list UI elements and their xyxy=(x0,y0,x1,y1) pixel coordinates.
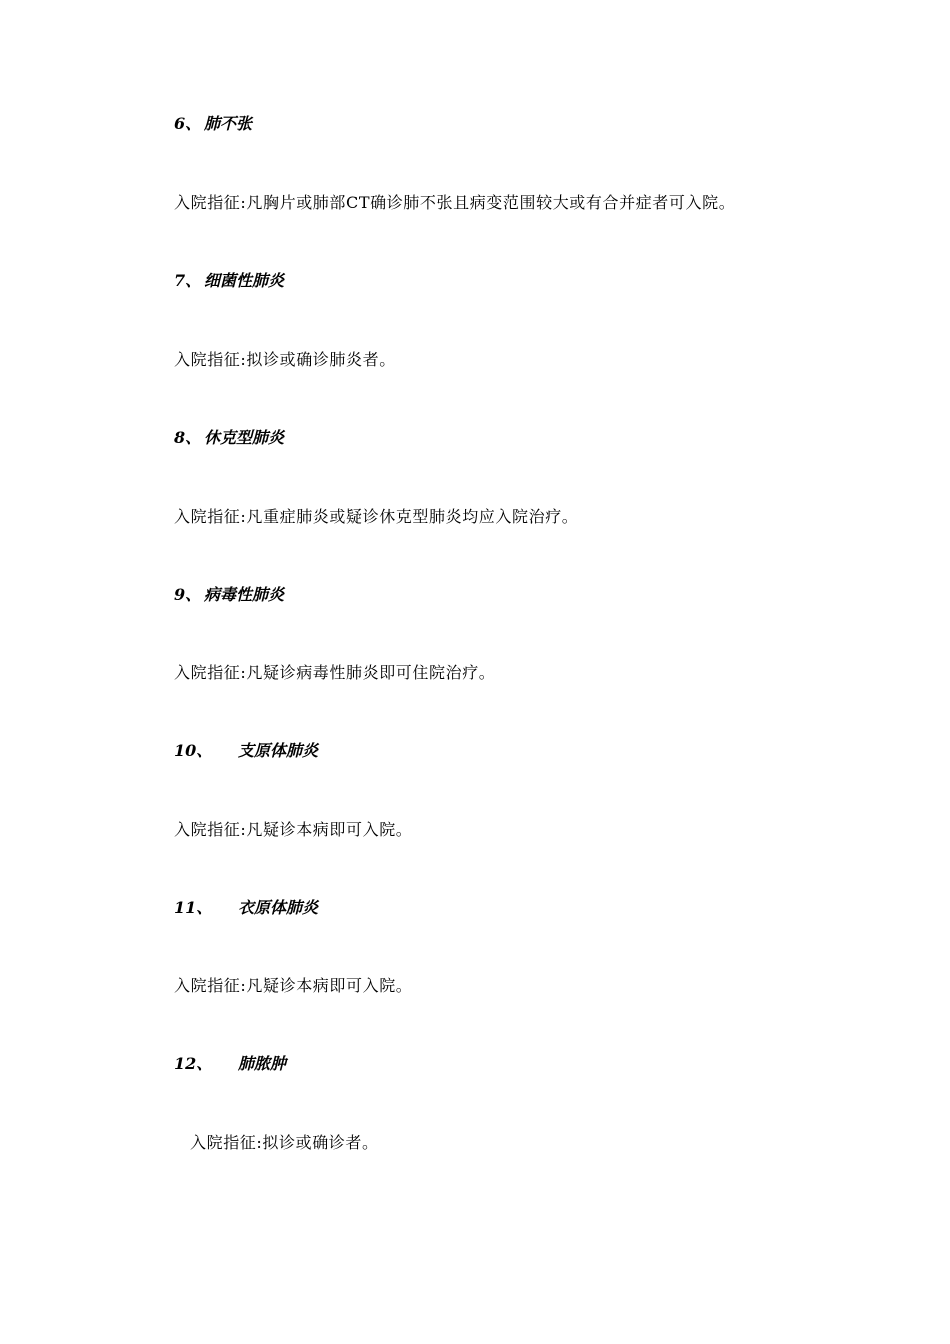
section-title: 休克型肺炎 xyxy=(204,428,285,447)
section-heading-9 xyxy=(174,585,284,605)
section-title: 肺脓肿 xyxy=(238,1054,287,1073)
section-text-10: 入院指征:凡疑诊本病即可入院。 xyxy=(174,820,413,839)
section-text-8: 入院指征:凡重症肺炎或疑诊休克型肺炎均应入院治疗。 xyxy=(174,507,579,526)
section-text-11: 入院指征:凡疑诊本病即可入院。 xyxy=(174,976,413,995)
section-heading-7 xyxy=(174,271,284,291)
section-title: 支原体肺炎 xyxy=(238,741,319,760)
section-number: 8、 xyxy=(174,428,202,447)
section-title: 病毒性肺炎 xyxy=(204,585,285,604)
section-number: 10、 xyxy=(174,741,213,760)
section-number: 11、 xyxy=(174,898,213,917)
section-title: 肺不张 xyxy=(204,114,253,133)
section-heading-10 xyxy=(174,741,318,761)
section-heading-12 xyxy=(174,1054,286,1074)
section-heading-11 xyxy=(174,898,318,918)
section-text-6: 入院指征:凡胸片或肺部CT确诊肺不张且病变范围较大或有合并症者可入院。 xyxy=(174,193,736,212)
section-number: 7、 xyxy=(174,271,202,290)
section-text-12: 入院指征:拟诊或确诊者。 xyxy=(190,1133,379,1152)
section-text-9: 入院指征:凡疑诊病毒性肺炎即可住院治疗。 xyxy=(174,663,496,682)
section-number: 12、 xyxy=(174,1054,213,1073)
section-number: 9、 xyxy=(174,585,202,604)
section-title: 衣原体肺炎 xyxy=(238,898,319,917)
section-text-7: 入院指征:拟诊或确诊肺炎者。 xyxy=(174,350,396,369)
section-heading-6 xyxy=(174,114,252,134)
section-number: 6、 xyxy=(174,114,202,133)
section-heading-8 xyxy=(174,428,284,448)
section-title: 细菌性肺炎 xyxy=(204,271,285,290)
